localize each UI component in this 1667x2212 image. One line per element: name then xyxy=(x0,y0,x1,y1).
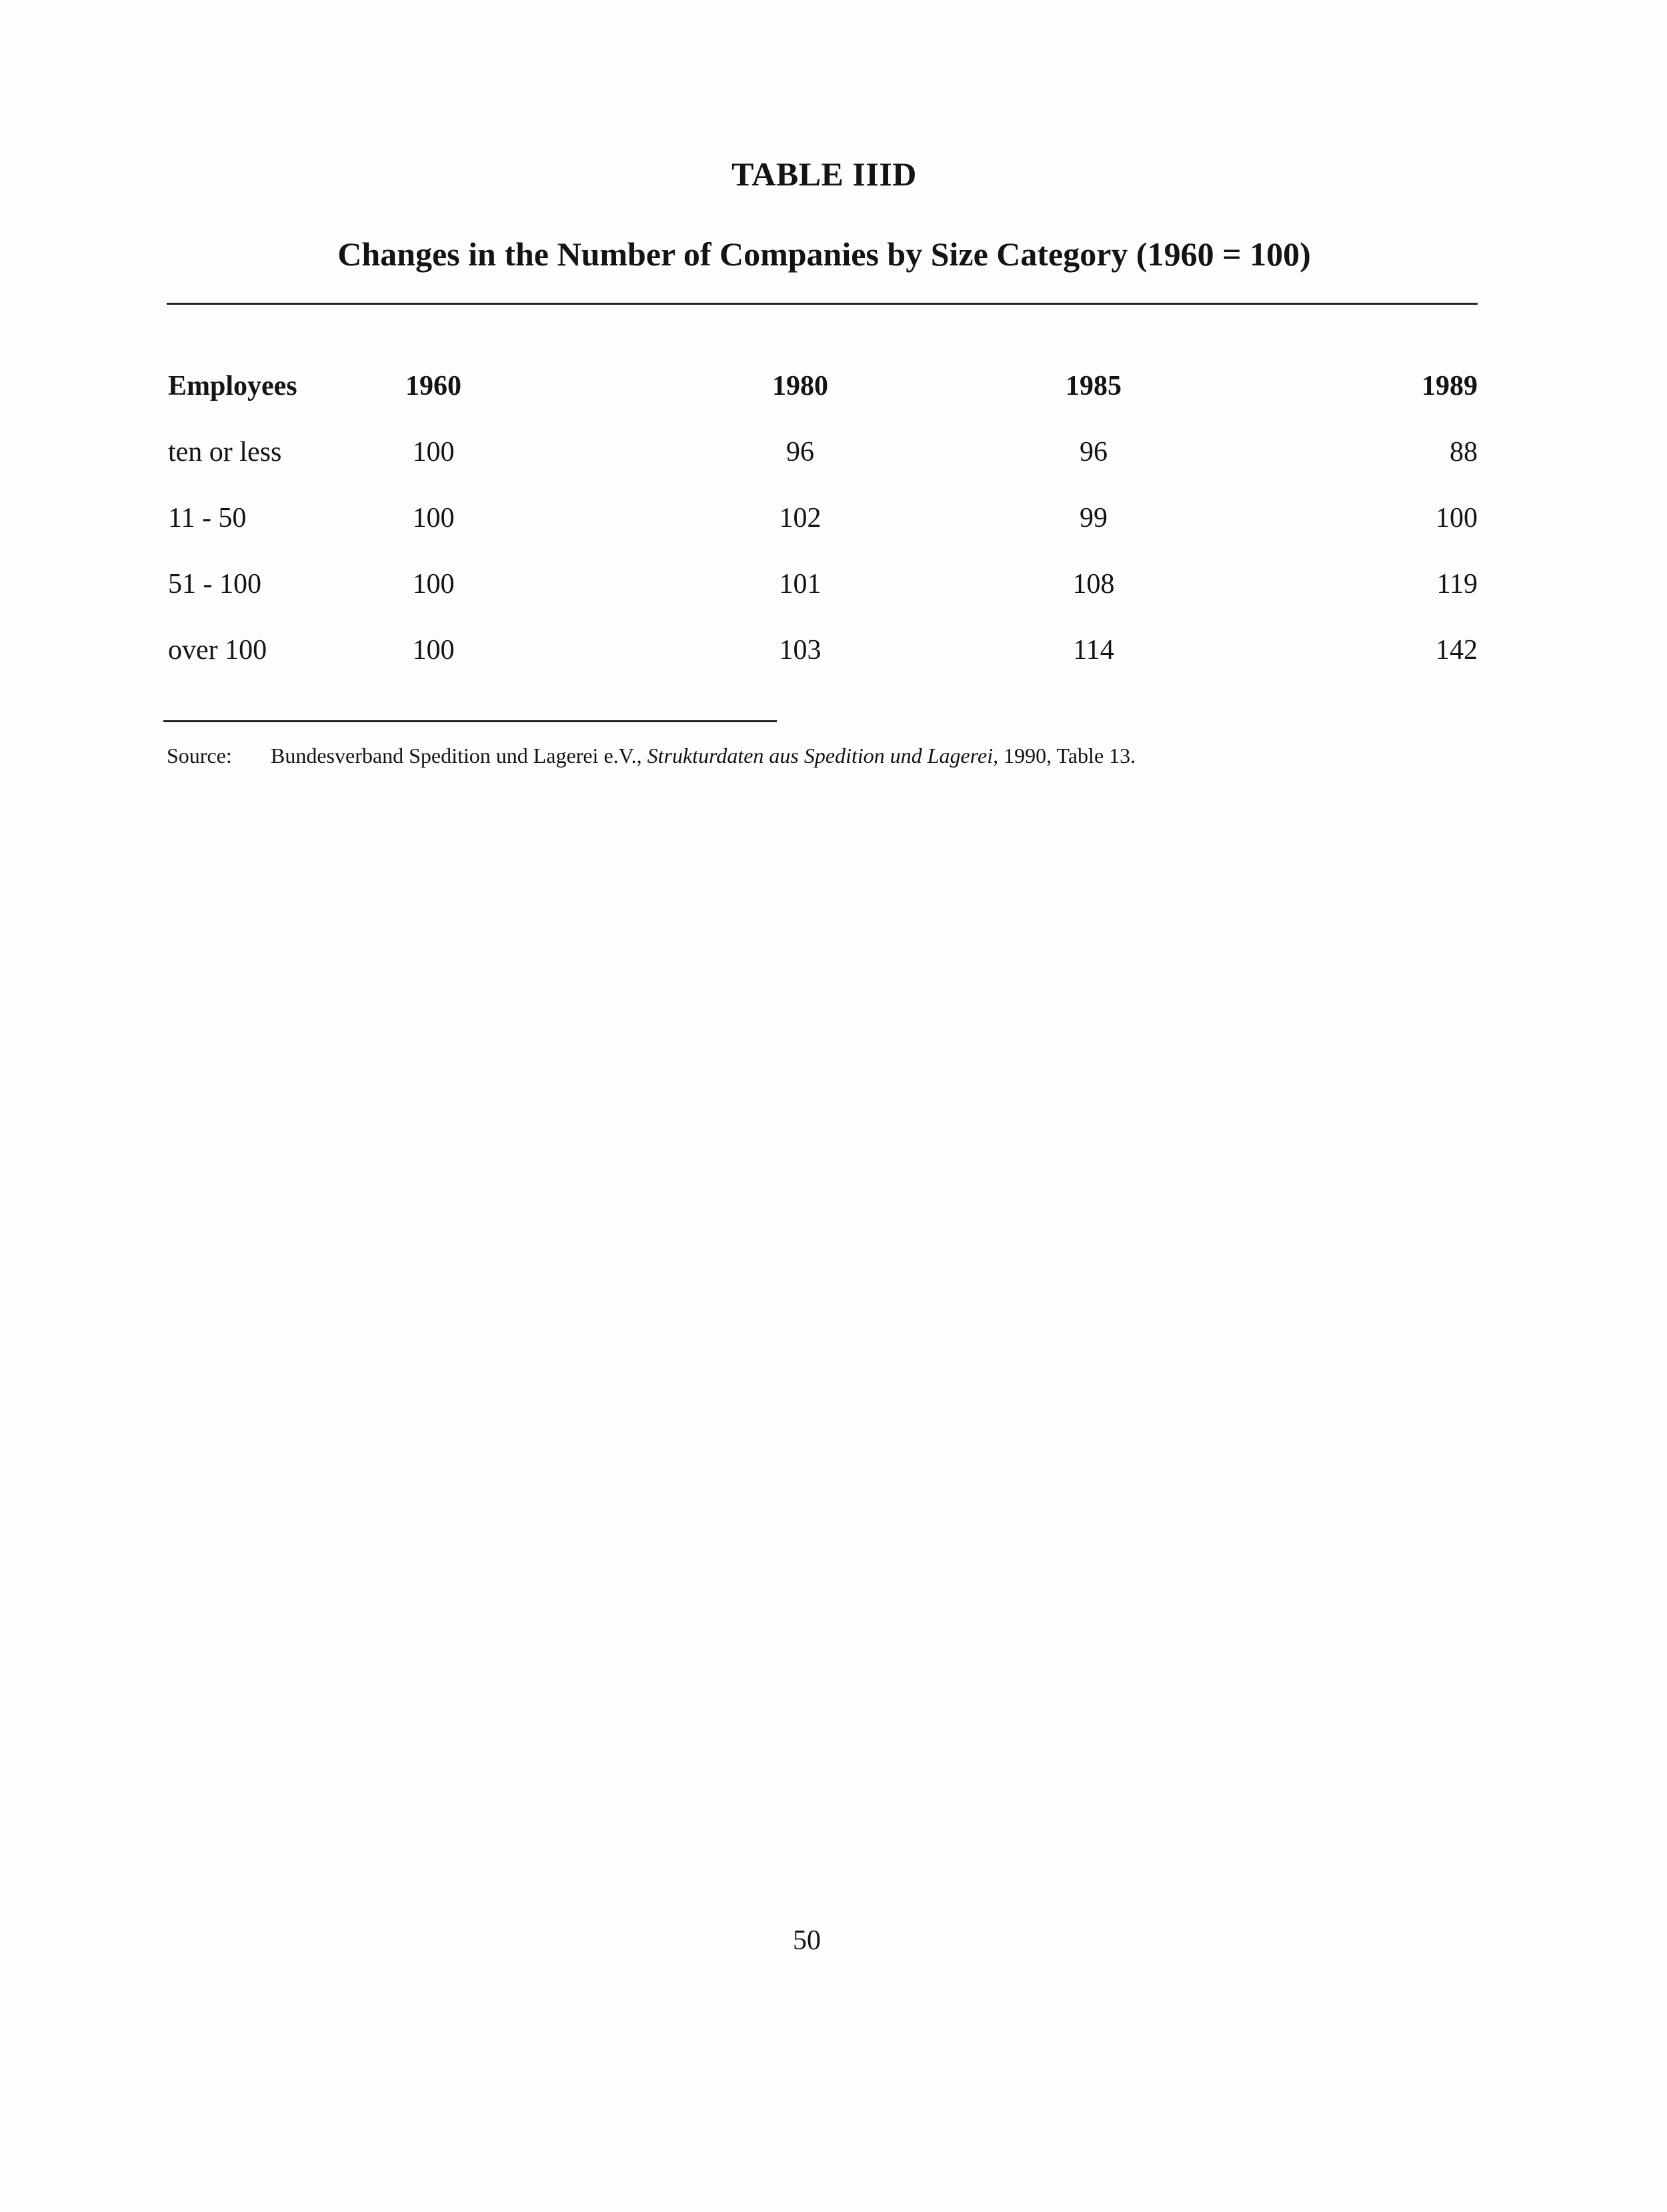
table-header-row xyxy=(167,370,1478,436)
row-label: 51 - 100 xyxy=(168,569,261,600)
header-1985: 1985 xyxy=(1066,371,1122,401)
page-number: 50 xyxy=(793,1925,821,1956)
cell-1989: 88 xyxy=(1450,437,1478,467)
row-label: ten or less xyxy=(168,437,282,467)
cell-1989: 142 xyxy=(1436,635,1478,666)
cell-1960: 100 xyxy=(412,635,455,666)
header-1980: 1980 xyxy=(772,371,828,401)
cell-1960: 100 xyxy=(412,437,455,467)
cell-1989: 119 xyxy=(1436,569,1478,600)
data-table xyxy=(167,370,1478,700)
header-employees: Employees xyxy=(168,371,297,401)
cell-1985: 108 xyxy=(1072,569,1115,600)
row-label: over 100 xyxy=(168,635,267,666)
table-title: Changes in the Number of Companies by Size Category (1960 = 100) xyxy=(337,235,1311,273)
cell-1985: 96 xyxy=(1080,437,1108,467)
table-row xyxy=(167,502,1478,568)
cell-1960: 100 xyxy=(412,503,455,533)
bottom-rule xyxy=(163,720,777,722)
top-rule xyxy=(167,303,1478,305)
row-label: 11 - 50 xyxy=(168,503,247,533)
cell-1989: 100 xyxy=(1436,503,1478,533)
cell-1980: 102 xyxy=(779,503,821,533)
source-publication: Strukturdaten aus Spedition und Lagerei, xyxy=(647,744,999,768)
source-details: 1990, Table 13. xyxy=(1004,744,1136,768)
header-1989: 1989 xyxy=(1422,371,1478,401)
table-row xyxy=(167,634,1478,700)
cell-1985: 114 xyxy=(1073,635,1114,666)
table-row xyxy=(167,568,1478,634)
cell-1980: 103 xyxy=(779,635,821,666)
table-label: TABLE IIID xyxy=(731,155,917,193)
cell-1980: 96 xyxy=(786,437,814,467)
header-1960: 1960 xyxy=(405,371,461,401)
cell-1960: 100 xyxy=(412,569,455,600)
source-note xyxy=(167,744,1136,768)
cell-1985: 99 xyxy=(1080,503,1108,533)
source-publisher: Bundesverband Spedition und Lagerei e.V., xyxy=(271,744,642,768)
cell-1980: 101 xyxy=(779,569,821,600)
table-row xyxy=(167,436,1478,502)
source-label: Source: xyxy=(167,744,232,768)
